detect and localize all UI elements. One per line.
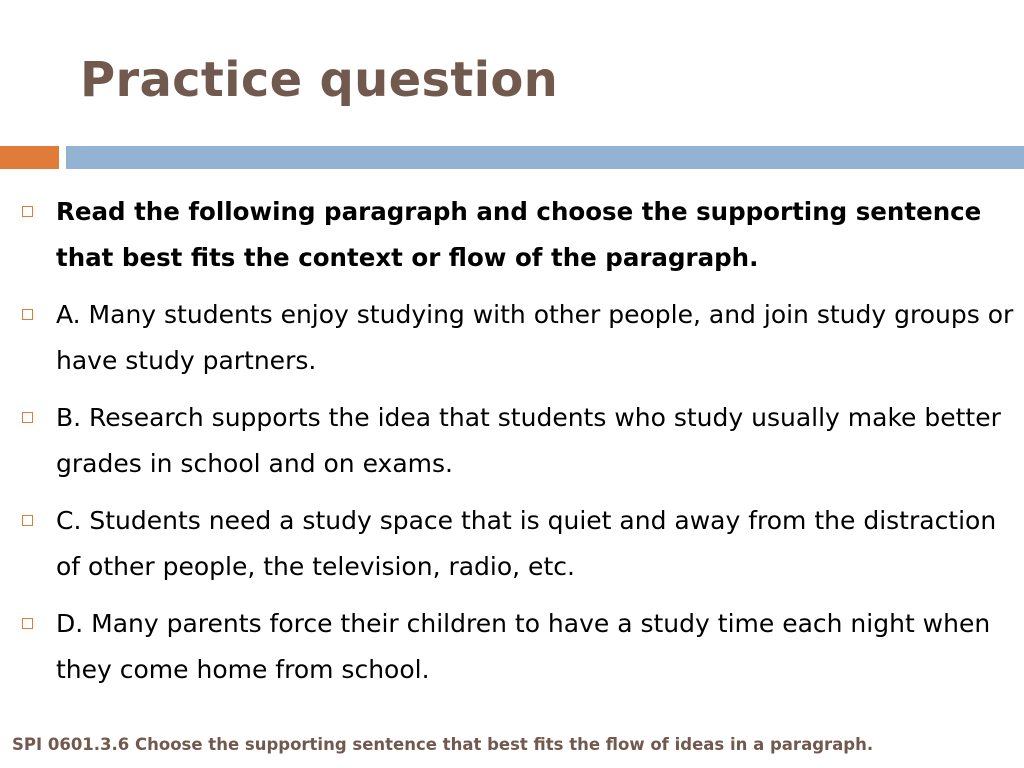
option-a-item: [0, 292, 1024, 384]
option-b-item: [0, 395, 1024, 487]
option-d-text: D. Many parents force their children to have a study time each night when they come home from school.: [56, 609, 991, 684]
option-d-item: [0, 601, 1024, 693]
bullet-list: [0, 189, 1024, 704]
option-c-text: C. Students need a study space that is quiet and away from the distraction of other people, the television, radio, etc.: [56, 506, 997, 581]
square-bullet-icon: [22, 206, 33, 217]
footer-standard-note: SPI 0601.3.6 Choose the supporting sentence that best fits the flow of ideas in a paragraph.: [12, 735, 874, 754]
slide-title: Practice question: [80, 52, 559, 108]
square-bullet-icon: [22, 412, 33, 423]
option-c-item: [0, 498, 1024, 590]
instruction-text: Read the following paragraph and choose the supporting sentence that best fits the context or flow of the paragraph.: [56, 197, 982, 272]
square-bullet-icon: [22, 618, 33, 629]
instruction-item: [0, 189, 1024, 281]
square-bullet-icon: [22, 309, 33, 320]
accent-bar-blue: [66, 146, 1024, 169]
accent-bar-orange: [0, 146, 59, 169]
square-bullet-icon: [22, 515, 33, 526]
option-a-text: A. Many students enjoy studying with other people, and join study groups or have study partners.: [56, 300, 1014, 375]
option-b-text: B. Research supports the idea that students who study usually make better grades in school and on exams.: [56, 403, 1001, 478]
